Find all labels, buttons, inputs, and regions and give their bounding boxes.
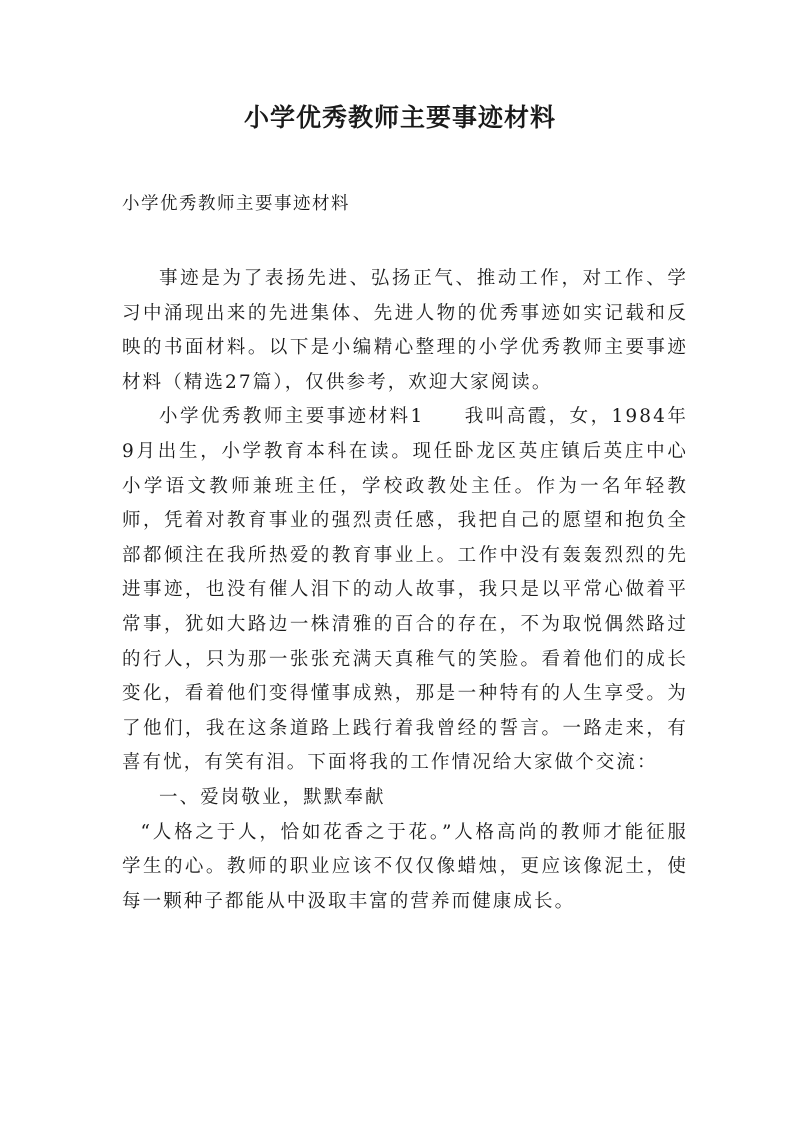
document-subtitle: 小学优秀教师主要事迹材料 — [122, 194, 350, 214]
article-1-heading: 小学优秀教师主要事迹材料1 — [159, 406, 425, 428]
article-1-body: 我叫高霞，女，1984年9月出生，小学教育本科在读。现任卧龙区英庄镇后英庄中心小学语文教师兼班主任，学校政教处主任。作为一名年轻教师，凭着对教育事业的强烈责任感，我把自己的愿望和抱负全部都倾注在我所热爱的教育事业上。工作中没有轰轰烈烈的先进事迹，也没有催人泪下的动人故事，我只是以平常心做着平常事，犹如大路边一株清雅的百合的存在，不为取悦偶然路过的行人，只为那一张张充满天真稚气的笑脸。看着他们的成长变化，看着他们变得懂事成熟，那是一种特有的人生享受。为了他们，我在这条道路上践行着我曾经的誓言。一路走来，有喜有忧，有笑有泪。下面将我的工作情况给大家做个交流： — [122, 406, 688, 774]
intro-paragraph: 事迹是为了表扬先进、弘扬正气、推动工作，对工作、学习中涌现出来的先进集体、先进人物的优秀事迹如实记载和反映的书面材料。以下是小编精心整理的小学优秀教师主要事迹材料（精选27篇），仅供参考，欢迎大家阅读。 — [122, 268, 688, 393]
document-title: 小学优秀教师主要事迹材料 — [243, 103, 556, 132]
quote-paragraph: “人格之于人，恰如花香之于花。”人格高尚的教师才能征服学生的心。教师的职业应该不仅仅像蜡烛，更应该像泥土，使每一颗种子都能从中汲取丰富的营养而健康成长。 — [122, 821, 688, 912]
document-body — [122, 262, 688, 919]
article-1-paragraph — [122, 400, 688, 781]
section-heading-1: 一、爱岗敬业，默默奉献 — [159, 786, 386, 808]
